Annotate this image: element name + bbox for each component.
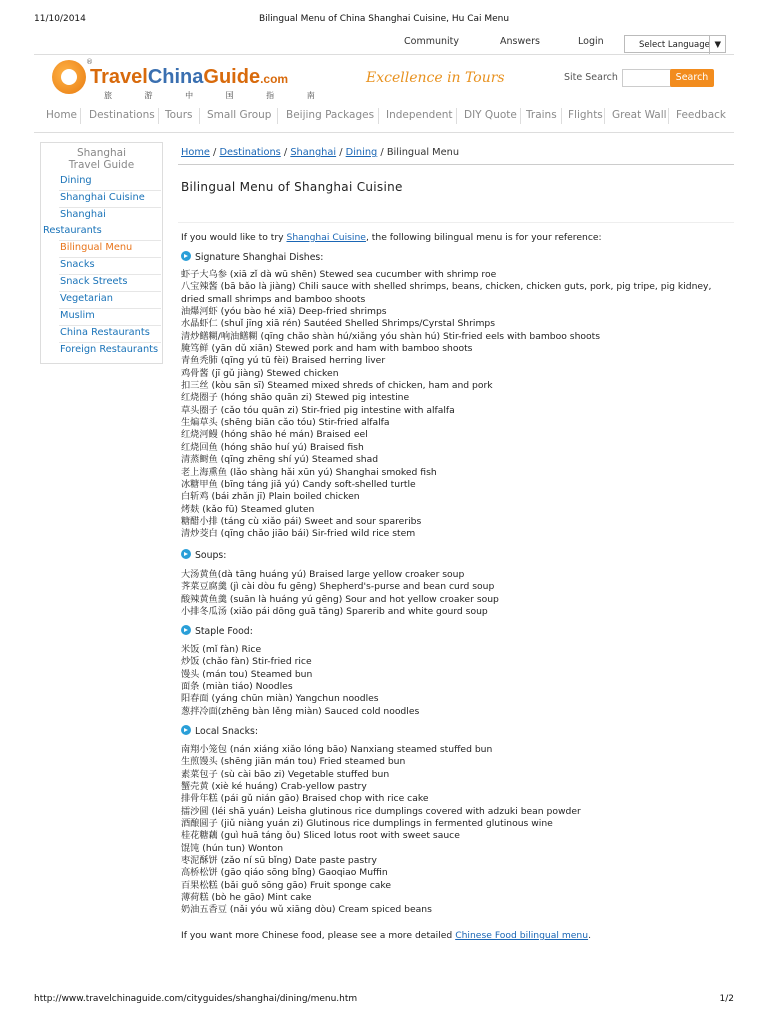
list-item: 腌笃鲜 (yān dǔ xiān) Stewed pork and ham with bamboo shoots	[181, 343, 473, 355]
sidebar-item-bilingual-menu[interactable]: Bilingual Menu	[60, 242, 133, 253]
staple-food-list	[181, 644, 721, 718]
sidebar-divider	[59, 274, 161, 275]
nav-separator	[378, 108, 379, 124]
list-item: 糖醋小排 (táng cù xiǎo pái) Sweet and sour spareribs	[181, 515, 422, 527]
sidebar-divider	[59, 342, 161, 343]
list-item: 薄荷糕 (bò he gāo) Mint cake	[181, 892, 312, 904]
list-item: 鸡骨酱 (jī gǔ jiàng) Stewed chicken	[181, 367, 339, 379]
sidebar-item-shanghai-cuisine[interactable]: Shanghai Cuisine	[60, 192, 145, 203]
nav-separator	[456, 108, 457, 124]
list-item: 排骨年糕 (pái gǔ nián gāo) Braised chop with rice cake	[181, 793, 429, 805]
nav-home[interactable]: Home	[46, 109, 78, 121]
search-button[interactable]: Search	[670, 69, 714, 87]
section-heading-snacks	[181, 725, 258, 737]
nav-great-wall[interactable]: Great Wall	[612, 109, 667, 121]
breadcrumb-separator: /	[336, 147, 346, 158]
list-item: 荠菜豆腐羹 (jì cài dòu fu gēng) Shepherd's-purse and bean curd soup	[181, 581, 495, 593]
sidebar-item-shanghai-restaurants[interactable]: Shanghai	[60, 209, 106, 220]
nav-small-group[interactable]: Small Group	[207, 109, 272, 121]
nav-trains[interactable]: Trains	[526, 109, 557, 121]
list-item: 八宝辣酱 (bā bǎo là jiàng) Chili sauce with shelled shrimps, beans, chicken, chicken guts, pork, pig tripe, pig kidney, dried small shrimps and bamboo shoots	[181, 281, 712, 305]
nav-separator	[668, 108, 669, 124]
list-item: 桂花糖藕 (guì huā táng ǒu) Sliced lotus root with sweet sauce	[181, 830, 460, 842]
list-item: 红烧回鱼 (hóng shāo huí yú) Braised fish	[181, 441, 364, 453]
list-item: 生煸草头 (shēng biān cǎo tóu) Stir-fried alfalfa	[181, 417, 390, 429]
chevron-down-icon: ▼	[709, 36, 721, 54]
breadcrumb-separator: /	[280, 147, 291, 158]
title-divider	[178, 222, 734, 223]
sidebar-item-china-restaurants[interactable]: China Restaurants	[60, 327, 150, 338]
list-item: 清炒茭白 (qīng chǎo jiāo bái) Sir-fried wild rice stem	[181, 528, 416, 540]
sidebar-heading	[41, 143, 162, 171]
slogan: Excellence in Tours	[366, 70, 505, 86]
nav-separator	[604, 108, 605, 124]
list-item: 油爆河虾 (yóu bào hé xiā) Deep-fried shrimps	[181, 306, 387, 318]
logo-chinese-subtitle: 旅 游 中 国 指 南	[104, 91, 330, 100]
breadcrumb-current: Bilingual Menu	[386, 147, 460, 158]
logo-word-guide: Guide	[203, 66, 261, 88]
list-item: 擂沙圆 (léi shā yuán) Leisha glutinous rice dumplings covered with adzuki bean powder	[181, 805, 581, 817]
list-item: 老上海熏鱼 (lǎo shàng hǎi xūn yú) Shanghai smoked fish	[181, 466, 437, 478]
nav-diy-quote[interactable]: DIY Quote	[464, 109, 517, 121]
sidebar	[40, 142, 163, 364]
sidebar-item-vegetarian[interactable]: Vegetarian	[60, 293, 114, 304]
list-item: 面条 (miàn tiáo) Noodles	[181, 681, 293, 693]
main-nav	[34, 106, 734, 133]
list-item: 炒饭 (chǎo fàn) Stir-fried rice	[181, 656, 312, 668]
list-item: 烤麸 (kǎo fū) Steamed gluten	[181, 503, 315, 515]
nav-separator	[199, 108, 200, 124]
nav-destinations[interactable]: Destinations	[89, 109, 155, 121]
outro-paragraph	[181, 930, 591, 941]
nav-flights[interactable]: Flights	[568, 109, 603, 121]
arrow-bullet-icon	[181, 549, 191, 559]
site-logo[interactable]	[52, 58, 330, 104]
list-item: 草头圈子 (cǎo tóu quān zi) Stir-fried pig intestine with alfalfa	[181, 404, 455, 416]
section-heading-signature	[181, 251, 323, 263]
print-date: 11/10/2014	[34, 14, 86, 24]
sidebar-item-snack-streets[interactable]: Snack Streets	[60, 276, 128, 287]
list-item: 虾子大乌参 (xiā zǐ dà wū shēn) Stewed sea cucumber with shrimp roe	[181, 269, 497, 280]
logo-word-travel: Travel	[90, 66, 148, 88]
nav-independent[interactable]: Independent	[386, 109, 453, 121]
section-title: Local Snacks:	[195, 726, 259, 737]
breadcrumb-separator: /	[209, 147, 220, 158]
signature-dishes-list	[181, 269, 721, 541]
nav-separator	[277, 108, 278, 124]
list-item: 清炒鳝糊/响油鳝糊 (qīng chǎo shàn hú/xiǎng yóu shàn hú) Stir-fried eels with bamboo shoots	[181, 330, 601, 342]
sidebar-divider	[59, 190, 161, 191]
list-item: 米饭 (mǐ fàn) Rice	[181, 644, 262, 655]
list-item: 小排冬瓜汤 (xiǎo pái dōng guā tāng) Sparerib and white gourd soup	[181, 606, 488, 618]
list-item: 扣三丝 (kòu sān sī) Steamed mixed shreds of chicken, ham and pork	[181, 380, 493, 392]
login-link[interactable]: Login	[578, 36, 604, 47]
top-divider	[34, 54, 734, 55]
print-url: http://www.travelchinaguide.com/cityguides/shanghai/dining/menu.htm	[34, 994, 358, 1004]
nav-beijing-packages[interactable]: Beijing Packages	[286, 109, 375, 121]
breadcrumb-divider	[178, 164, 734, 165]
language-select-label: Select Language	[639, 40, 710, 50]
list-item: 清蒸鲥鱼 (qīng zhēng shí yú) Steamed shad	[181, 454, 379, 466]
sidebar-divider	[59, 207, 161, 208]
logo-word-china: China	[147, 66, 204, 88]
list-item: 红烧河鳗 (hóng shāo hé mán) Braised eel	[181, 429, 368, 441]
nav-separator	[520, 108, 521, 124]
sidebar-heading-line1: Shanghai	[76, 147, 127, 159]
nav-separator	[80, 108, 81, 124]
sidebar-divider	[59, 257, 161, 258]
soups-list	[181, 569, 721, 618]
list-item: 南翔小笼包 (nán xiáng xiǎo lóng bāo) Nanxiang steamed stuffed bun	[181, 744, 493, 755]
list-item: 冰糖甲鱼 (bīng táng jiǎ yú) Candy soft-shelled turtle	[181, 478, 416, 490]
community-link[interactable]: Community	[404, 36, 459, 47]
list-item: 白斩鸡 (bái zhǎn jī) Plain boiled chicken	[181, 491, 360, 503]
breadcrumb-destinations[interactable]: Destinations	[219, 147, 281, 158]
list-item: 馄饨 (hún tun) Wonton	[181, 842, 284, 854]
sidebar-item-snacks[interactable]: Snacks	[60, 259, 95, 270]
list-item: 葱拌冷面(zhēng bàn lěng miàn) Sauced cold noodles	[181, 705, 420, 717]
language-select[interactable]	[624, 35, 726, 53]
list-item: 青鱼秃肺 (qīng yú tū fèi) Braised herring liver	[181, 355, 386, 367]
breadcrumb-shanghai[interactable]: Shanghai	[290, 147, 337, 158]
logo-wordmark	[90, 66, 288, 89]
list-item: 素菜包子 (sù cài bāo zi) Vegetable stuffed bun	[181, 768, 390, 780]
list-item: 枣泥酥饼 (zǎo ní sū bǐng) Date paste pastry	[181, 855, 377, 867]
sidebar-divider	[59, 291, 161, 292]
arrow-bullet-icon	[181, 725, 191, 735]
sidebar-item-shanghai-restaurants-cont[interactable]: Restaurants	[43, 225, 102, 236]
list-item: 酸辣黄鱼羹 (suān là huáng yú gēng) Sour and hot yellow croaker soup	[181, 593, 499, 605]
section-heading-staple	[181, 625, 253, 637]
sidebar-item-foreign-restaurants[interactable]: Foreign Restaurants	[60, 344, 159, 355]
arrow-bullet-icon	[181, 251, 191, 261]
list-item: 馒头 (mán tou) Steamed bun	[181, 668, 313, 680]
nav-feedback[interactable]: Feedback	[676, 109, 727, 121]
list-item: 百果松糕 (bǎi guǒ sōng gāo) Fruit sponge cake	[181, 879, 392, 891]
intro-text: If you would like to try	[181, 232, 287, 243]
outro-text: If you want more Chinese food, please see a more detailed	[181, 930, 456, 941]
list-item: 蟹壳黄 (xiè ké huáng) Crab-yellow pastry	[181, 781, 367, 793]
breadcrumb-home[interactable]: Home	[181, 147, 210, 158]
logo-registered-mark: ®	[86, 58, 93, 66]
sidebar-item-dining[interactable]: Dining	[60, 175, 92, 186]
chinese-food-menu-link[interactable]: Chinese Food bilingual menu	[455, 930, 589, 941]
list-item: 生煎馒头 (shēng jiān mán tou) Fried steamed bun	[181, 756, 406, 768]
breadcrumb-separator: /	[377, 147, 387, 158]
section-heading-soups	[181, 549, 226, 561]
sidebar-divider	[59, 308, 161, 309]
breadcrumb	[181, 147, 459, 158]
list-item: 奶油五香豆 (nǎi yóu wǔ xiāng dòu) Cream spiced beans	[181, 904, 432, 916]
print-title: Bilingual Menu of China Shanghai Cuisine, Hu Cai Menu	[258, 14, 510, 24]
nav-separator	[158, 108, 159, 124]
intro-paragraph	[181, 232, 721, 243]
sidebar-divider	[59, 325, 161, 326]
answers-link[interactable]: Answers	[500, 36, 540, 47]
sidebar-heading-line2: Travel Guide	[68, 159, 135, 171]
section-title: Signature Shanghai Dishes:	[195, 252, 324, 263]
page-title: Bilingual Menu of Shanghai Cuisine	[181, 180, 403, 194]
shanghai-cuisine-link[interactable]: Shanghai Cuisine	[286, 232, 366, 243]
sidebar-divider	[59, 240, 161, 241]
sidebar-item-muslim[interactable]: Muslim	[60, 310, 95, 321]
list-item: 水晶虾仁 (shuǐ jīng xiā rén) Sautéed Shelled Shrimps/Cyrstal Shrimps	[181, 318, 496, 330]
section-title: Staple Food:	[195, 626, 253, 637]
section-title: Soups:	[195, 550, 227, 561]
print-page-number: 1/2	[719, 994, 734, 1004]
site-search-label: Site Search	[564, 72, 618, 83]
breadcrumb-dining[interactable]: Dining	[345, 147, 378, 158]
outro-text-end: .	[588, 930, 592, 941]
logo-emblem-icon	[52, 60, 86, 94]
list-item: 大汤黄鱼(dà tāng huáng yú) Braised large yellow croaker soup	[181, 569, 465, 580]
list-item: 红烧圈子 (hóng shāo quān zi) Stewed pig intestine	[181, 392, 410, 404]
arrow-bullet-icon	[181, 625, 191, 635]
intro-text-end: , the following bilingual menu is for your reference:	[365, 232, 602, 243]
list-item: 酒酿圆子 (jiǔ niàng yuán zi) Glutinous rice dumplings in fermented glutinous wine	[181, 818, 553, 830]
list-item: 阳春面 (yáng chūn miàn) Yangchun noodles	[181, 693, 379, 705]
local-snacks-list	[181, 744, 721, 917]
logo-suffix: .com	[260, 72, 289, 86]
nav-tours[interactable]: Tours	[165, 109, 193, 121]
list-item: 高桥松饼 (gāo qiáo sōng bǐng) Gaoqiao Muffin	[181, 867, 388, 879]
search-input[interactable]	[622, 69, 672, 87]
nav-separator	[561, 108, 562, 124]
